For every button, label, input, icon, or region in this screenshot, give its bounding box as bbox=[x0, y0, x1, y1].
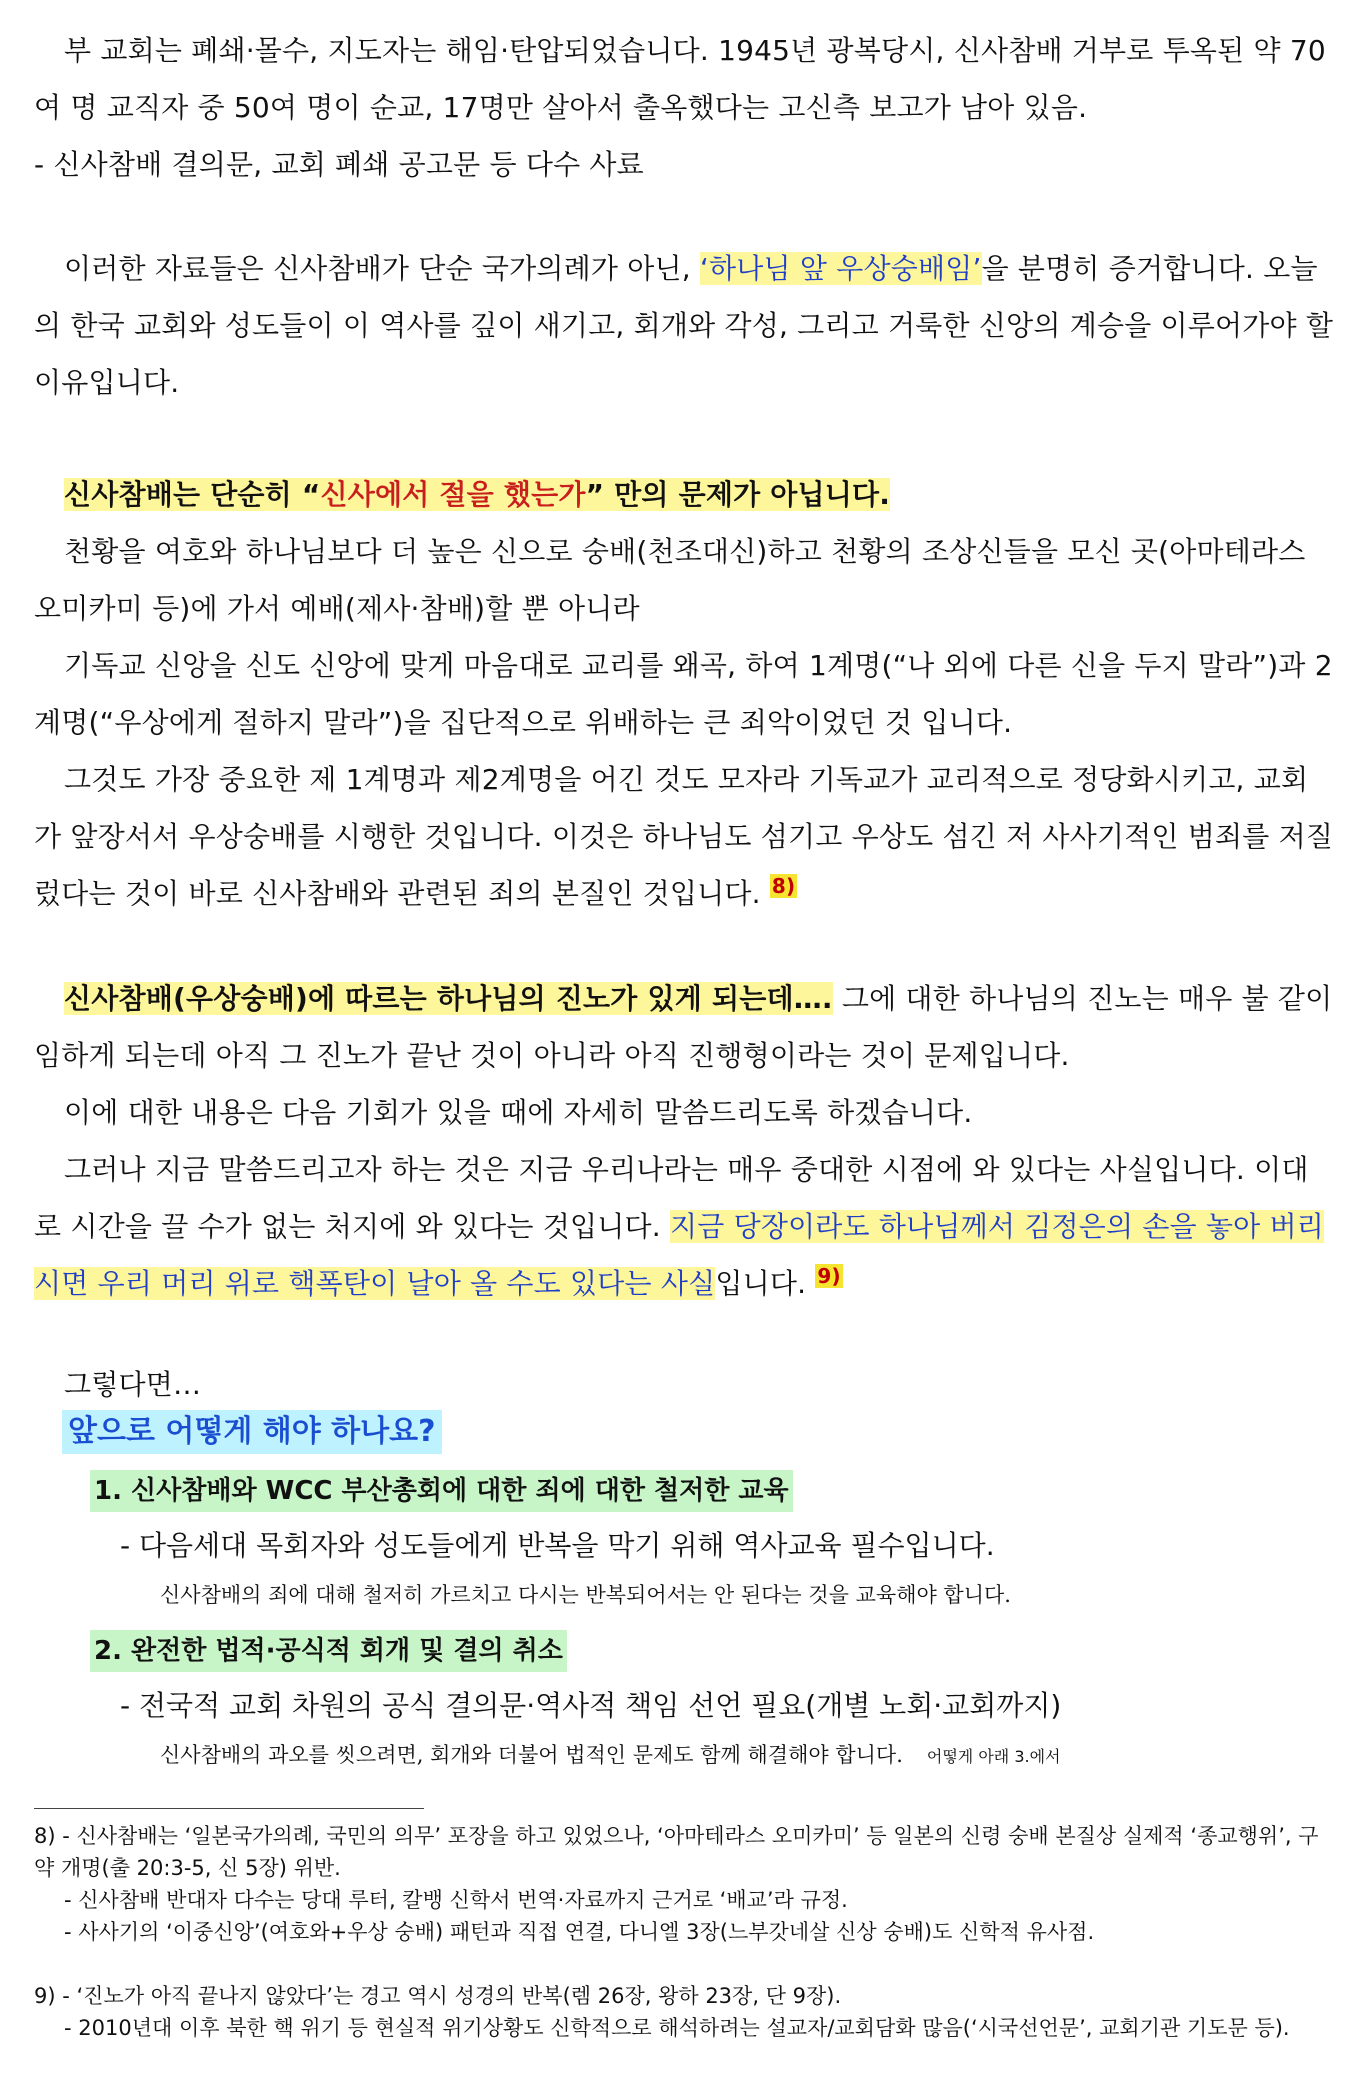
item-1-note: 신사참배의 죄에 대해 철저히 가르치고 다시는 반복되어서는 안 된다는 것을 교육해야 합니다. bbox=[160, 1583, 1011, 1607]
paragraph-then: 그렇다면… bbox=[64, 1368, 202, 1401]
item-1-subtext: - 다음세대 목회자와 성도들에게 반복을 막기 위해 역사교육 필수입니다. bbox=[120, 1529, 995, 1562]
highlight-idolatry: ‘하나님 앞 우상숭배임’ bbox=[699, 252, 982, 285]
footnote-8: 8) - 신사참배는 ‘일본국가의례, 국민의 의무’ 포장을 하고 있었으나, ‘아마테라스 오미카미’ 등 일본의 신령 숭배 본질상 실제적 ‘종교행위’, 구약 개명(출 20:3-5, 신 5장) 위반. - 신사참배 반대자 다수는 당대 루터, 칼뱅 신학서 번역·자료까지 근거로 ‘배교’라 규정. - 사사기의 ‘이중신앙’(여호와+우상 숭배) 패턴과 직접 연결, 다니엘 3장(느부갓네살 신상 숭배)도 신학적 유사점. bbox=[34, 1824, 1319, 1944]
footnote-ref-8[interactable]: 8) bbox=[771, 873, 796, 898]
highlight-heading: 신사참배는 단순히 “신사에서 절을 했는가” 만의 문제가 아닙니다. bbox=[64, 478, 891, 511]
paragraph-not-just-bowing: 신사참배는 단순히 “신사에서 절을 했는가” 만의 문제가 아닙니다. 천황을 여호와 하나님보다 더 높은 신으로 숭배(천조대신)하고 천황의 조상신들을 모신 곳(아마테라스 오미카미 등)에 가서 예배(제사·참배)할 뿐 아니라 기독교 신앙을 신도 신앙에 맞게 마음대로 교리를 왜곡, 하여 1계명(“나 외에 다른 신을 두지 말라”)과 2계명(“우상에게 절하지 말라”)을 집단적으로 위배하는 큰 죄악이었던 것 입니다. 그것도 가장 중요한 제 1계명과 제2계명을 어긴 것도 모자라 기독교가 교리적으로 정당화시키고, 교회가 앞장서서 우상숭배를 시행한 것입니다. 이것은 하나님도 섬기고 우상도 섬긴 저 사사기적인 범죄를 저질렀다는 것이 바로 신사참배와 관련된 죄의 본질인 것입니다. $^{8)}$ bbox=[34, 478, 1334, 910]
paragraph-wrath: 신사참배(우상숭배)에 따르는 하나님의 진노가 있게 되는데…. 그에 대한 하나님의 진노는 매우 불 같이 임하게 되는데 아직 그 진노가 끝난 것이 아니라 아직 진행형이라는 것이 문제입니다. 이에 대한 내용은 다음 기회가 있을 때에 자세히 말씀드리도록 하겠습니다. 그러나 지금 말씀드리고자 하는 것은 지금 우리나라는 매우 중대한 시점에 와 있다는 사실입니다. 이대로 시간을 끌 수가 없는 처지에 와 있다는 것입니다. 지금 당장이라도 하나님께서 김정은의 손을 놓아 버리시면 우리 머리 위로 핵폭탄이 날아 올 수도 있다는 사실입니다. $^{9)}$ bbox=[34, 982, 1333, 1300]
item-2-note: 신사참배의 과오를 씻으려면, 회개와 더불어 법적인 문제도 함께 해결해야 합니다. 어떻게 아래 3.에서 bbox=[160, 1743, 1061, 1767]
highlight-nuclear: 지금 당장이라도 하나님께서 김정은의 손을 놓아 버리시면 우리 머리 위로 핵폭탄이 날아 올 수도 있다는 사실 bbox=[34, 1210, 1325, 1300]
item-2-subtext: - 전국적 교회 차원의 공식 결의문·역사적 책임 선언 필요(개별 노회·교회까지) bbox=[120, 1689, 1062, 1722]
item-2-title: 2. 완전한 법적·공식적 회개 및 결의 취소 bbox=[90, 1630, 567, 1672]
footnote-9: 9) - ‘진노가 아직 끝나지 않았다’는 경고 역시 성경의 반복(렘 26장, 왕하 23장, 단 9장). - 2010년대 이후 북한 핵 위기 등 현실적 위기상황도 신학적으로 해석하려는 설교자/교회담화 많음(‘시국선언문’, 교회기관 기도문 등). bbox=[34, 1984, 1290, 2040]
paragraph-persecution: 부 교회는 폐쇄·몰수, 지도자는 해임·탄압되었습니다. 1945년 광복당시, 신사참배 거부로 투옥된 약 70여 명 교직자 중 50여 명이 순교, 17명만 살아서 출옥했다는 고신측 보고가 남아 있음. - 신사참배 결의문, 교회 폐쇄 공고문 등 다수 사료 bbox=[34, 34, 1326, 181]
item-1-title: 1. 신사참배와 WCC 부산총회에 대한 죄에 대한 철저한 교육 bbox=[90, 1470, 793, 1512]
footnote-ref-9[interactable]: 9) bbox=[817, 1263, 841, 1288]
paragraph-evidence: 이러한 자료들은 신사참배가 단순 국가의례가 아닌, ‘하나님 앞 우상숭배임’을 분명히 증거합니다. 오늘의 한국 교회와 성도들이 이 역사를 깊이 새기고, 회개와 각성, 그리고 거룩한 신앙의 계승을 이루어가야 할 이유입니다. bbox=[34, 252, 1334, 399]
item-2-aside: 어떻게 아래 3.에서 bbox=[926, 1747, 1061, 1766]
footnote-divider bbox=[34, 1808, 424, 1809]
highlight-wrath: 신사참배(우상숭배)에 따르는 하나님의 진노가 있게 되는데…. bbox=[64, 982, 833, 1015]
section-question-heading: 앞으로 어떻게 해야 하나요? bbox=[62, 1410, 442, 1454]
